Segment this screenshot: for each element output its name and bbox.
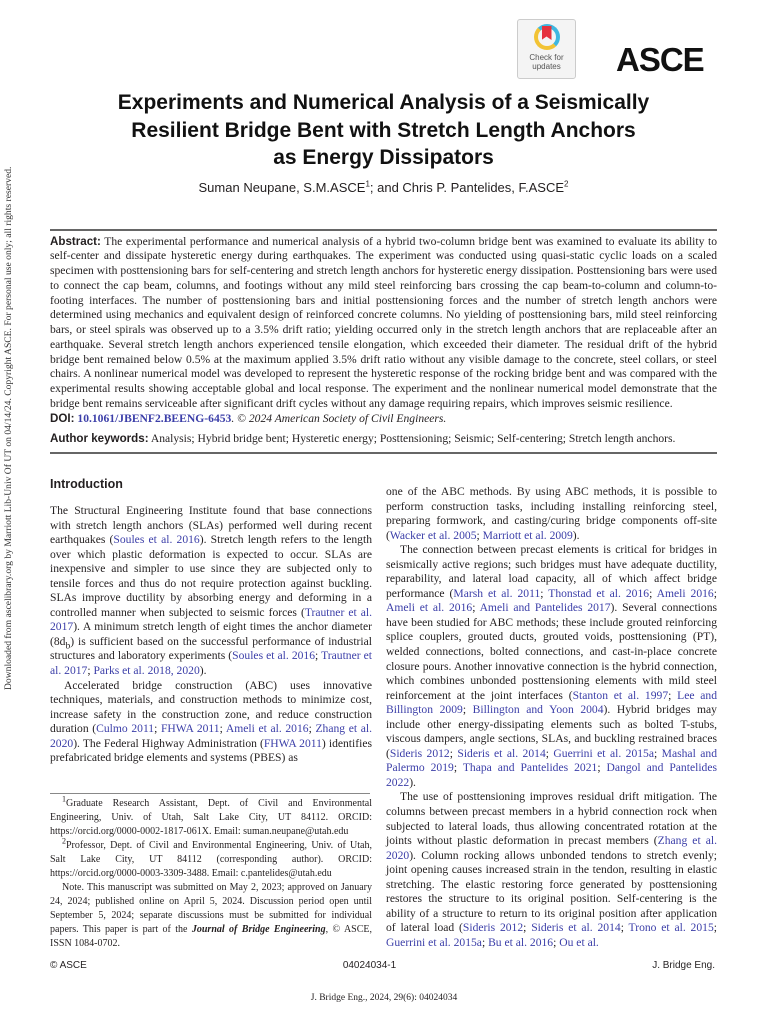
left-column-wrapper bbox=[50, 476, 372, 951]
paragraph-text: ; bbox=[540, 586, 549, 600]
paragraph-text: The Structural Engineering Institute found that base connections with stretch length anchors (SLAs) performed well during recent earthquakes ( bbox=[50, 504, 372, 547]
paragraph-text: The use of posttensioning improves residual drift mitigation. The columns between precast members in a hybrid connection rock when subjected to lateral loads, thus allowing concentrated rotation at the joints without plastic deformation in precast members ( bbox=[386, 790, 717, 848]
citation-link[interactable]: Sideris 2012 bbox=[462, 921, 524, 935]
paragraph-text: ; bbox=[713, 586, 717, 600]
footer-copyright: © ASCE bbox=[50, 959, 87, 971]
citation-link[interactable]: Ameli and Pantelides 2017 bbox=[479, 601, 611, 615]
citation-link[interactable]: Trono et al. 2015 bbox=[628, 921, 714, 935]
citation-line: J. Bridge Eng., 2024, 29(6): 04024034 bbox=[310, 992, 458, 1003]
subscript: b bbox=[65, 640, 71, 652]
citation-link[interactable]: Dangol and Pantelides 2022 bbox=[386, 761, 717, 789]
paragraph-text: ; bbox=[219, 722, 226, 736]
citation-link[interactable]: Sideris 2012 bbox=[389, 746, 450, 760]
author-1-sup: 1 bbox=[365, 179, 370, 189]
divider bbox=[50, 229, 717, 231]
right-column bbox=[386, 485, 717, 951]
footnote-1-text: Graduate Research Assistant, Dept. of Civil and Environmental Engineering, Univ. of Utah, Salt Lake City, UT 84112. ORCID: https://orcid.org/0000-0002-1817-061X. Email: suman.neupane@utah.edu bbox=[50, 797, 372, 837]
citation-link[interactable]: Stanton et al. 1997 bbox=[572, 688, 669, 702]
issn: , © ASCE, ISSN 1084-0702. bbox=[50, 923, 373, 949]
paragraph-text: ; bbox=[449, 746, 458, 760]
paragraph-text: ; bbox=[668, 688, 678, 702]
paragraph-text: ; bbox=[476, 528, 483, 542]
paragraph-text: ). Column rocking allows unbonded tendons to stretch evenly; joint opening causes increased strain in the tendon, resulting in elastic stretching. The elastic restoring force generated by posttensioning restores the structure to its original position. Self-centering is the ability of a structure to return to its original position after application of lateral load ( bbox=[386, 848, 717, 935]
title-line: Resilient Bridge Bent with Stretch Length Anchors bbox=[131, 118, 636, 142]
citation-link[interactable]: Guerrini et al. 2015a bbox=[386, 935, 482, 949]
paragraph-text: ; bbox=[545, 746, 554, 760]
paragraph-text: ; bbox=[649, 586, 657, 600]
citation-link[interactable]: Ameli 2016 bbox=[656, 586, 714, 600]
paragraph-text: ). Hybrid bridges may include other energy-dissipating elements such as bolted T-stubs, viscous dampers, angle sections, SLAs, and buckling restrained braces ( bbox=[386, 703, 717, 760]
asce-logo: ASCE bbox=[616, 41, 704, 78]
citation-link[interactable]: Marriott et al. 2009 bbox=[482, 528, 573, 542]
paragraph-text: ; bbox=[553, 935, 560, 949]
paragraph bbox=[386, 485, 717, 543]
note-text: Note. This manuscript was submitted on May 2, 2023; approved on January 24, 2024; published online on April 5, 2024. Discussion period open until September 5, 2024; separate discussions must be submitted for individual papers. This paper is part of the bbox=[50, 881, 372, 935]
citation-link[interactable]: Soules et al. 2016 bbox=[232, 649, 316, 663]
copyright: . © 2024 American Society of Civil Engineers. bbox=[231, 411, 447, 425]
citation-link[interactable]: Zhang et al. 2020 bbox=[386, 834, 717, 862]
citation-link[interactable]: Thapa and Pantelides 2021 bbox=[462, 761, 598, 775]
paragraph-text: ; bbox=[713, 921, 717, 935]
paragraph-text: ). Several connections have been studied for ABC methods; these include grouted reinforcing splice couplers, grouted ducts, grouted voids, posttensioning (PT), welded connections, bolted connections, and cast-in-place concrete closure pours. Another innovative connection is the hybrid connection, which combines unbonded posttensioning elements with mild steel reinforcement at the joint interfaces ( bbox=[386, 601, 718, 702]
footer-page-id: 04024034-1 bbox=[342, 959, 397, 971]
section-heading: Introduction bbox=[50, 477, 123, 491]
footnote-1-sup: 1 bbox=[62, 794, 66, 804]
page-content bbox=[50, 0, 717, 1010]
citation-link[interactable]: Ou et al. bbox=[559, 935, 599, 949]
footnote-1 bbox=[50, 794, 372, 839]
citation-link[interactable]: Marsh et al. 2011 bbox=[453, 586, 541, 600]
citation-link[interactable]: Ameli et al. 2016 bbox=[225, 722, 309, 736]
paper-title bbox=[30, 89, 737, 172]
divider bbox=[50, 452, 717, 454]
citation-link[interactable]: Bu et al. 2016 bbox=[488, 935, 554, 949]
paragraph-text: ; bbox=[597, 761, 607, 775]
footnote-block bbox=[50, 785, 372, 951]
citation-link[interactable]: Sideris et al. 2014 bbox=[531, 921, 621, 935]
paragraph-text: ). Stretch length refers to the length over which plastic deformation is expected to occur. SLAs are inexpensive and simpler to use since they are subjected only to tensile forces and thus do not require protection against buckling. SLAs improve ductility by absorbing energy and deforming in a controlled manner when subjected to seismic forces ( bbox=[50, 533, 373, 619]
paragraph-text: ) identifies prefabricated bridge elements and systems (PBES) as bbox=[50, 736, 372, 765]
download-notice: Downloaded from ascelibrary.org by Marriott Lib-Univ Of UT on 04/14/24. Copyright ASCE. For personal use only; all rights reserved. bbox=[3, 166, 14, 690]
abstract-text: The experimental performance and numerical analysis of a hybrid two-column bridge bent was examined to evaluate its ability to self-center and dissipate hysteretic energy during earthquakes. The experiment was conducted using quasi-static cyclic loads on a scaled specimen with posttensioning bars for self-centering and stretch length anchors for hysteretic energy dissipation. Posttensioning bars were used to connect the cap beam, columns, and footings without any mild steel reinforcing bars crossing the cap beam-to-column and column-to-footing interfaces. The number of posttensioning bars and initial posttensioning forces and the number of stretch length anchors were determined using mechanics and equivalent design of reinforced concrete columns. No yielding of posttensioning bars, mild steel reinforcing bars, or steel spirals was observed up to a 3.5% drift ratio; yielding occurred only in the stretch length anchors that are replaceable after an earthquake. Several stretch length anchors experienced tensile elongation, which exceeded their diameter. The residual drift of the hybrid bridge bent remained below 0.5% at the maximum applied 3.5% drift ratio without any visible damage to the concrete, steel collars, or steel chairs. A nonlinear numerical model was developed to represent the hysteretic response of the rocking bridge bent and was compared with the experimental results showing acceptable global and local response. The experiment and the nonlinear numerical model demonstrate that the bridge bent remains serviceable after significant drift cycles without any damage requiring repairs, which improves seismic resilience. bbox=[50, 234, 717, 410]
footnote-2-sup: 2 bbox=[62, 836, 66, 846]
paragraph bbox=[386, 543, 717, 790]
paragraph-text: ). A minimum stretch length of eight times the anchor diameter (8d bbox=[50, 620, 372, 648]
footnotes bbox=[50, 794, 373, 951]
citation-link[interactable]: Culmo 2011 bbox=[96, 722, 155, 736]
paragraph-text: ; bbox=[453, 761, 463, 775]
citation-link[interactable]: FHWA 2011 bbox=[263, 736, 322, 750]
paragraph-text: one of the ABC methods. By using ABC methods, it is possible to perform construction tasks, including installing reinforcing steel, preparing formwork, and casting/curing bridge components off-site ( bbox=[386, 485, 717, 542]
title-line: Experiments and Numerical Analysis of a Seismically bbox=[117, 91, 650, 114]
paragraph-text: ). bbox=[409, 775, 416, 789]
author-1: Suman Neupane, S.M.ASCE bbox=[198, 179, 366, 195]
left-column bbox=[50, 504, 372, 766]
footnote-2 bbox=[50, 836, 372, 881]
paragraph-text: ; bbox=[472, 601, 480, 615]
citation-link[interactable]: Ameli et al. 2016 bbox=[386, 601, 473, 615]
paragraph-text: ; bbox=[620, 921, 629, 935]
paragraph-text: ; bbox=[308, 722, 316, 736]
paragraph-text: ; bbox=[481, 935, 489, 949]
paragraph-text: ). bbox=[572, 528, 580, 542]
footnote-2-text: Professor, Dept. of Civil and Environmental Engineering, Univ. of Utah, Salt Lake City, UT 84112 (corresponding author). ORCID: https://orcid.org/0000-0003-3309-3488. Email: c.pantelides@utah.edu bbox=[50, 839, 372, 879]
citation-link[interactable]: Wacker et al. 2005 bbox=[389, 528, 477, 542]
footer-journal: J. Bridge Eng. bbox=[652, 959, 715, 971]
citation-link[interactable]: Sideris et al. 2014 bbox=[457, 746, 546, 760]
footnote-divider bbox=[50, 793, 370, 794]
abstract bbox=[50, 235, 717, 427]
citation-link[interactable]: Soules et al. 2016 bbox=[113, 533, 200, 547]
citation-link[interactable]: FHWA 2011 bbox=[160, 722, 220, 736]
paragraph-text: ; bbox=[315, 649, 322, 663]
body-columns bbox=[50, 476, 717, 951]
paragraph-text: ; bbox=[154, 722, 161, 736]
title-line: as Energy Dissipators bbox=[273, 146, 494, 169]
paragraph-text: ). bbox=[199, 664, 207, 678]
author-keywords bbox=[50, 432, 717, 447]
citation-link[interactable]: Billington and Yoon 2004 bbox=[472, 703, 604, 717]
citation-link[interactable]: Guerrini et al. 2015a bbox=[553, 746, 654, 760]
citation-link[interactable]: Trautner et al. 2017 bbox=[50, 649, 373, 678]
journal-name: Journal of Bridge Engineering bbox=[191, 923, 326, 935]
paragraph-text: ). The Federal Highway Administration ( bbox=[73, 736, 264, 750]
keywords-label: Author keywords: bbox=[50, 432, 149, 446]
keywords-text: Analysis; Hybrid bridge bent; Hysteretic energy; Posttensioning; Seismic; Self-centering; Stretch length anchors. bbox=[148, 432, 676, 446]
paragraph-text: ; bbox=[87, 664, 94, 678]
crossmark-label: Check for bbox=[529, 53, 564, 62]
citation-link[interactable]: Mashal and Palermo 2019 bbox=[386, 746, 717, 775]
paragraph bbox=[50, 504, 372, 679]
paragraph-text: ; bbox=[462, 703, 473, 717]
paragraph-text: ; bbox=[523, 921, 532, 935]
citation-link[interactable]: Thonstad et al. 2016 bbox=[548, 586, 650, 600]
paragraph-text: ; bbox=[654, 746, 662, 760]
paragraph-text: Accelerated bridge construction (ABC) uses innovative techniques, materials, and construction methods to minimize cost, increase safety in the construction zone, and reduce construction duration ( bbox=[50, 678, 372, 736]
author-2-sup: 2 bbox=[564, 179, 569, 189]
citation-link[interactable]: Lee and Billington 2009 bbox=[386, 688, 718, 717]
citation-link[interactable]: Parks et al. 2018, 2020 bbox=[93, 664, 200, 678]
paragraph-text: ) is sufficient based on the successful performance of industrial structures and laboratory experiments ( bbox=[50, 634, 372, 663]
authors bbox=[50, 180, 717, 196]
abstract-label: Abstract: bbox=[50, 234, 101, 248]
paragraph-text: The connection between precast elements is critical for bridges in seismically active regions; such bridges must have adequate ductility, reparability, and lateral load capacity, all of which affect bridge performance ( bbox=[386, 543, 717, 600]
paragraph bbox=[386, 790, 717, 950]
doi-link[interactable]: 10.1061/JBENF2.BEENG-6453 bbox=[77, 411, 232, 425]
citation-link[interactable]: Zhang et al. 2020 bbox=[50, 722, 372, 750]
author-2: ; and Chris P. Pantelides, F.ASCE bbox=[369, 179, 565, 195]
paragraph bbox=[50, 679, 372, 766]
manuscript-note bbox=[50, 881, 372, 951]
citation-link[interactable]: Trautner et al. 2017 bbox=[50, 605, 372, 634]
page-footer bbox=[50, 959, 715, 972]
crossmark-label: updates bbox=[532, 62, 561, 71]
doi-label: DOI: bbox=[50, 411, 75, 425]
